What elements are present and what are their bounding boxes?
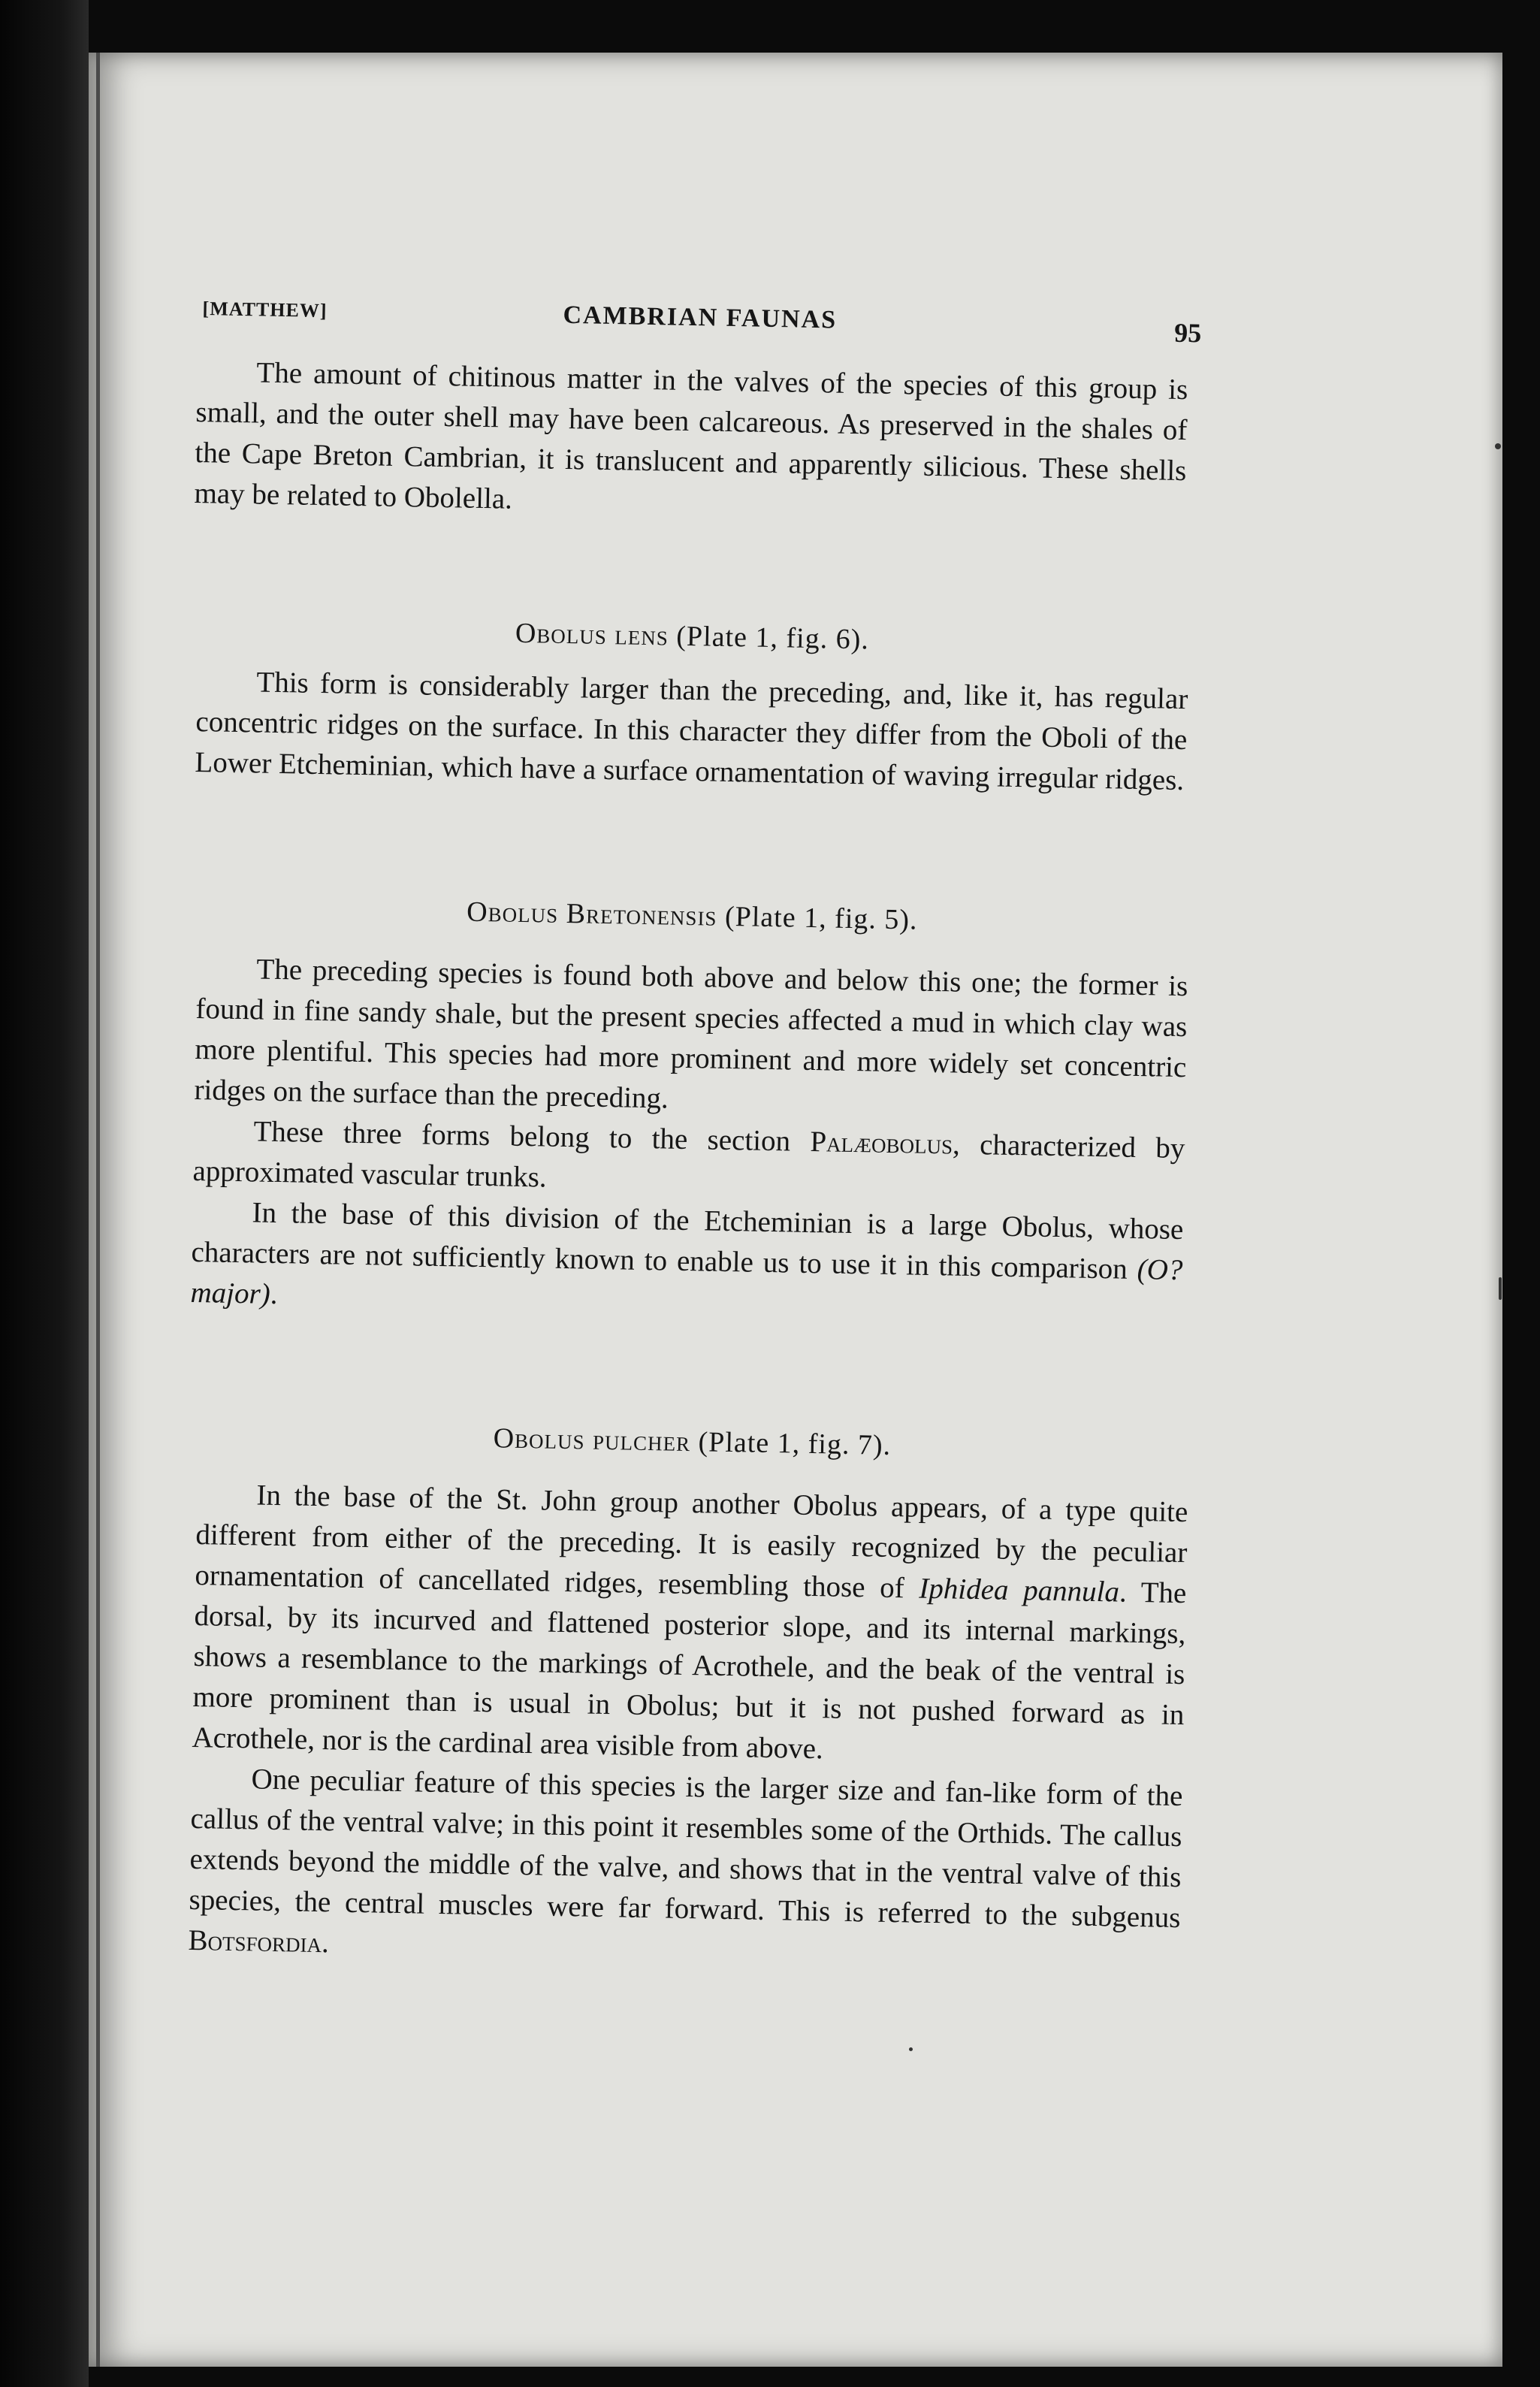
obolus-bretonensis-paragraph-2: These three forms belong to the section Palæobolus, characterized by approximated vascular trunks.: [192, 1115, 1185, 1194]
running-head-author: [MATTHEW]: [202, 297, 328, 322]
obolus-pulcher-paragraph-2: One peculiar feature of this species is the larger size and fan-like form of the callus of the ventral valve; in this point it resembles some of the Orthids. The callus extends beyond the middle of the valve, and shows that in the ventral valve of this species, the central muscles were far forward. This is referred to the subgenus Botsfordia.: [188, 1763, 1183, 1959]
species-name: Obolus Bretonensis: [466, 896, 717, 932]
obolus-pulcher-body-block: [188, 1474, 1188, 1979]
species-name: Obolus pulcher: [493, 1422, 691, 1458]
section-name: Palæobolus: [810, 1126, 953, 1161]
obolus-lens-body-block: [195, 661, 1188, 801]
page-number: 95: [1173, 317, 1202, 349]
running-head-title: CAMBRIAN FAUNAS: [563, 301, 838, 334]
scan-speck: [909, 2047, 913, 2051]
obolus-lens-paragraph: This form is considerably larger than the preceding, and, like it, has regular concentric ridges on the surface. In this character they differ from the Oboli of the Lower Etcheminian, which have a surface ornamentation of waving irregular ridges.: [195, 666, 1188, 797]
species-italic: Iphidea pannula: [918, 1572, 1120, 1609]
plate-reference: (Plate 1, fig. 6).: [675, 620, 870, 656]
obolus-pulcher-paragraph-1: In the base of the St. John group another Obolus appears, of a type quite different from either of the preceding. It is easily recognized by the peculiar ornamentation of cancellated ridges, resembling those of Iphidea pannula. The dorsal, by its incurved and flattened posterior slope, and its internal markings, shows a resemblance to the markings of Acrothele, and the beak of the ventral is more prominent than is usual in Obolus; but it is not pushed forward as in Acrothele, nor is the cardinal area visible from above.: [192, 1479, 1188, 1766]
scan-speck: [1495, 443, 1501, 449]
scan-border: [0, 0, 89, 2387]
plate-reference: (Plate 1, fig. 5).: [724, 900, 918, 936]
intro-paragraph: The amount of chitinous matter in the valves of the species of this group is small, and the outer shell may have been calcareous. As preserved in the shales of the Cape Breton Cambrian, it is translucent and apparently silicious. These shells may be related to Obolella.: [194, 356, 1188, 515]
scan-speck: [1499, 1277, 1502, 1300]
subgenus-name: Botsfordia: [188, 1923, 322, 1959]
intro-paragraph-block: [194, 352, 1188, 532]
species-name: Obolus lens: [515, 617, 669, 652]
obolus-bretonensis-body-block: [190, 948, 1188, 1331]
obolus-bretonensis-paragraph-3: In the base of this division of the Etcheminian is a large Obolus, whose characters are not sufficiently known to enable us to use it in this comparison (O? major).: [190, 1196, 1184, 1311]
species-italic: (O? major): [190, 1253, 1183, 1310]
page-gutter-line: [96, 53, 100, 2367]
obolus-bretonensis-paragraph-1: The preceding species is found both above and below this one; the former is found in fine sandy shale, but the present species affected a mud in which clay was more plentiful. This species had more prominent and more widely set concentric ridges on the surface than the preceding.: [194, 953, 1188, 1115]
plate-reference: (Plate 1, fig. 7).: [698, 1426, 892, 1461]
